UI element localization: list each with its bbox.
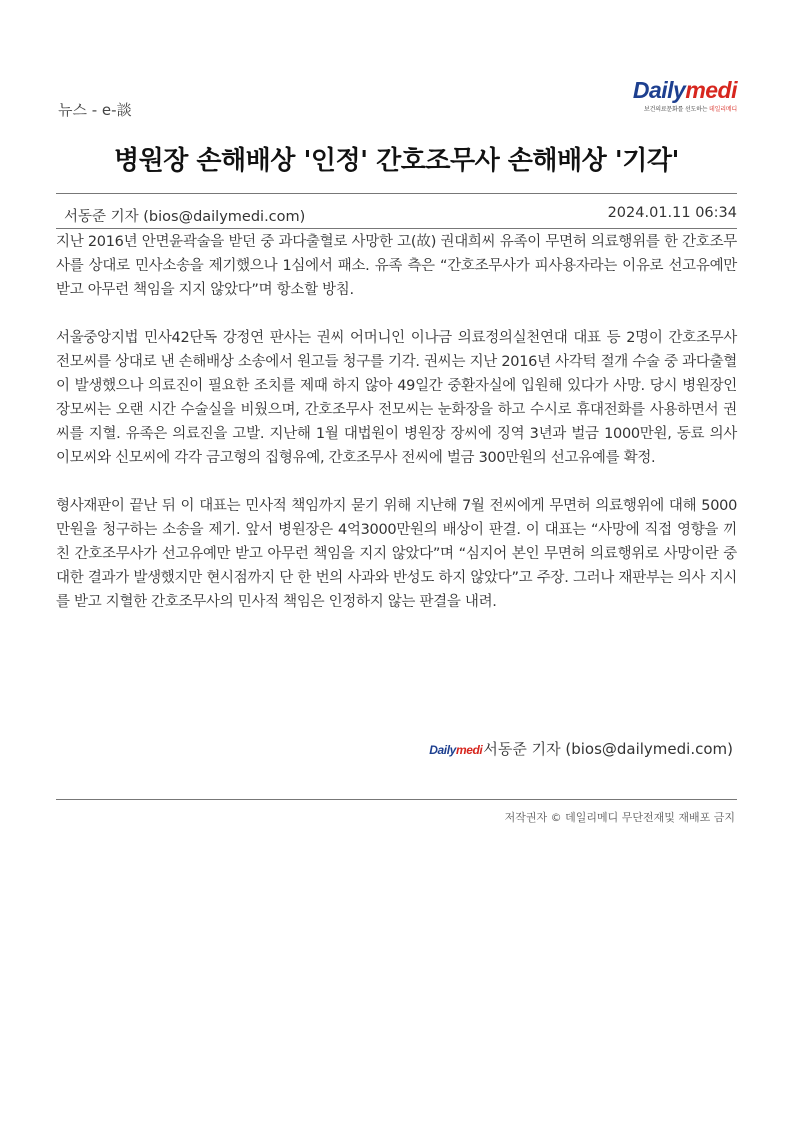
- section-label[interactable]: 뉴스 - e-談: [58, 101, 132, 119]
- author-line: 서동준 기자 (bios@dailymedi.com): [64, 209, 306, 225]
- byline: [429, 738, 733, 759]
- paragraph: 서울중앙지법 민사42단독 강정연 판사는 권씨 어머니인 이나금 의료정의실천연대 대표 등 2명이 간호조무사 전모씨를 상대로 낸 손해배상 소송에서 원고들 청구를 기각. 권씨는 지난 2016년 사각턱 절개 수술 중 과다출혈이 발생했으나 의료진이 필요한 조치를 제때 하지 않아 49일간 중환자실에 입원해 있다가 사망. 당시 병원장인 장모씨는 오랜 시간 수술실을 비웠으며, 간호조무사 전모씨는 눈화장을 하고 수시로 휴대전화를 사용하면서 권씨를 지혈. 유족은 의료진을 고발. 지난해 1월 대법원이 병원장 장씨에 징역 3년과 벌금 1000만원, 동료 의사 이모씨와 신모씨에 각각 금고형의 집형유예, 간호조무사 전씨에 벌금 300만원의 선고유예를 확정.: [56, 330, 737, 466]
- article-meta: [56, 205, 737, 226]
- paragraph: 형사재판이 끝난 뒤 이 대표는 민사적 책임까지 묻기 위해 지난해 7월 전씨에게 무면허 의료행위에 대해 5000만원을 청구하는 소송을 제기. 앞서 병원장은 4억3000만원의 배상이 판결. 이 대표는 “사망에 직접 영향을 끼친 간호조무사가 선고유예만 받고 아무런 책임을 지지 않았다”며 “심지어 본인 무면허 의료행위로 사망이란 중대한 결과가 발생했지만 현시점까지 단 한 번의 사과와 반성도 하지 않았다”고 주장. 그러나 재판부는 의사 지시를 받고 지혈한 간호조무사의 민사적 책임은 인정하지 않는 판결을 내려.: [56, 498, 737, 610]
- copyright-notice: 저작권자 © 데일리메디 무단전재및 재배포 금지: [504, 811, 735, 824]
- byline-author: 서동준 기자 (bios@dailymedi.com): [483, 740, 733, 758]
- logo-tagline: 보건의료문화를 선도하는 데일리메디: [644, 106, 737, 113]
- title-divider: [56, 193, 737, 194]
- paragraph: 지난 2016년 안면윤곽술을 받던 중 과다출혈로 사망한 고(故) 권대희씨 유족이 무면허 의료행위를 한 간호조무사를 상대로 민사소송을 제기했으나 1심에서 패소. 유족 측은 “간호조무사가 피사용자라는 이유로 선고유예만 받고 아무런 책임을 지지 않았다”며 항소할 방침.: [56, 234, 737, 298]
- meta-divider: [56, 228, 737, 229]
- byline-logo: Dailymedi: [429, 743, 483, 757]
- dailymedi-logo[interactable]: [633, 78, 737, 113]
- footer-divider: [56, 799, 737, 800]
- logo-wordmark: Dailymedi: [632, 77, 737, 103]
- article-title: 병원장 손해배상 '인정' 간호조무사 손해배상 '기각': [114, 146, 679, 176]
- publish-datetime: 2024.01.11 06:34: [607, 205, 737, 221]
- article-body: [56, 230, 737, 638]
